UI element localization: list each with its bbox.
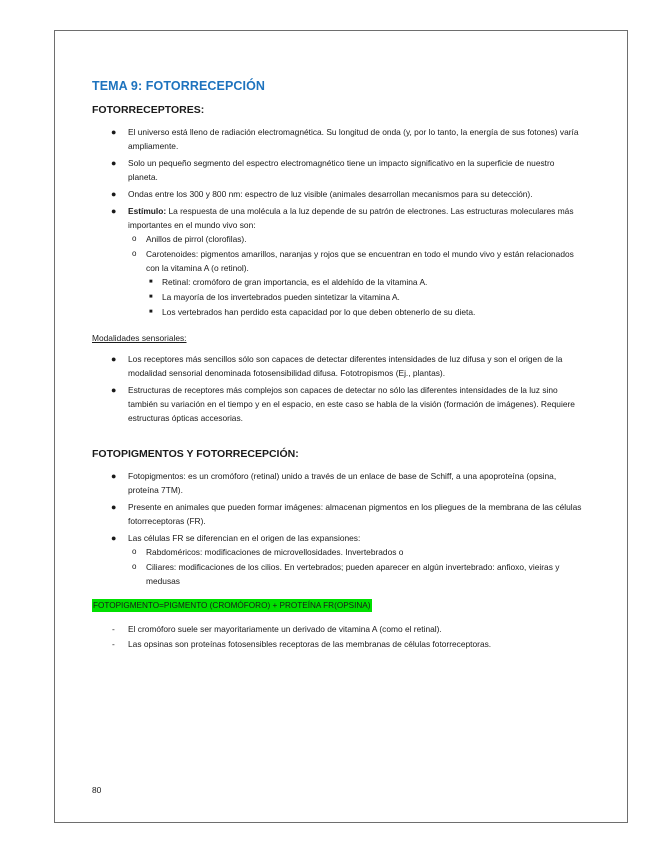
dash-list-item: - Las opsinas son proteínas fotosensibles receptoras de las membranas de células fotorreceptoras. — [112, 639, 492, 649]
dash-list-item: - El cromóforo suele ser mayoritariamente un derivado de vitamina A (como el retinal). — [112, 624, 442, 634]
list-item: ● Solo un pequeño segmento del espectro electromagnético tiene un impacto significativo en la superficie de nuestro planeta. — [111, 158, 555, 182]
section-heading-fotorreceptores: FOTORRECEPTORES: — [92, 104, 205, 116]
bullet-icon: ● — [111, 502, 117, 512]
bullet-icon: ● — [111, 206, 117, 216]
bullet-list — [92, 469, 582, 588]
circle-bullet-icon: o — [132, 562, 137, 571]
bullet-icon: ● — [111, 471, 117, 481]
bullet-icon: ● — [111, 127, 117, 137]
list-item: ● Fotopigmentos: es un cromóforo (retinal) unido a través de un enlace de base de Schiff, a una apoproteína (opsina, proteína 7TM). — [111, 471, 557, 495]
bullet-icon: ● — [111, 158, 117, 168]
sub-list-item: o Anillos de pirrol (clorofilas). — [132, 234, 247, 244]
list-item: ● Presente en animales que pueden formar imágenes: almacenan pigmentos en los pliegues de la membrana de las células fotorreceptoras (FR). — [111, 502, 582, 526]
bullet-list — [92, 352, 582, 425]
dash-list — [92, 622, 582, 651]
section-heading-fotopigmentos: FOTOPIGMENTOS Y FOTORRECEPCIÓN: — [92, 448, 299, 460]
stimulus-label: Estímulo: — [128, 206, 167, 216]
highlighted-formula: FOTOPIGMENTO=PIGMENTO (CROMÓFORO) + PROTEÍNA FR(OPSINA) — [93, 601, 371, 610]
list-item: ● Estructuras de receptores más complejos son capaces de detectar no sólo las diferentes intensidades de la luz sino también su variación en el tiempo y en el espacio, en este caso se habla de la visión (formación de imágenes). Requiere estructuras ópticas accesorias. — [111, 385, 575, 423]
list-item: ● Estímulo: La respuesta de una molécula a la luz depende de su patrón de electrones. Las estructuras moleculares más importantes en el mundo vivo son: o Anillos de pirrol (clorofilas). o Carotenoides: pigmentos amarillos, naranjas y rojos que se encuentran en todo el mundo vivo y están relacionados con la vitamina A (o retinol). ■ Retinal: cromóforo de gran importancia, es el aldehído de la vitamina A. ■ La mayoría de los invertebrados pueden sintetizar la vitamina A. ■ Los vertebrados han perdido esta capacidad por lo que deben obtenerlo de su dieta. — [92, 204, 582, 319]
list-item: ● Las células FR se diferencian en el origen de las expansiones: o Rabdoméricos: modificaciones de microvellosidades. Invertebrados o o Ciliares: modificaciones de los cilios. En vertebrados; pueden aparecer en algún invertebrado: anfioxo, vieiras y medusas — [92, 531, 582, 588]
sub-sub-list-item: ■ Los vertebrados han perdido esta capacidad por lo que deben obtenerlo de su dieta. — [149, 307, 476, 317]
circle-bullet-icon: o — [132, 234, 137, 243]
sub-list-item: o Carotenoides: pigmentos amarillos, naranjas y rojos que se encuentran en todo el mundo vivo y están relacionados con la vitamina A (o retinol). ■ Retinal: cromóforo de gran importancia, es el aldehído de la vitamina A. ■ La mayoría de los invertebrados pueden sintetizar la vitamina A. ■ Los vertebrados han perdido esta capacidad por lo que deben obtenerlo de su dieta. — [128, 247, 582, 319]
sub-sub-list-item: ■ Retinal: cromóforo de gran importancia, es el aldehído de la vitamina A. — [149, 277, 428, 287]
sub-sub-list-item: ■ La mayoría de los invertebrados pueden sintetizar la vitamina A. — [149, 292, 400, 302]
square-bullet-icon: ■ — [149, 309, 153, 315]
dash-icon: - — [112, 624, 115, 634]
sub-list-item: o Rabdoméricos: modificaciones de microvellosidades. Invertebrados o — [132, 547, 404, 557]
page-number: 80 — [92, 785, 102, 795]
bullet-icon: ● — [111, 533, 117, 543]
bullet-icon: ● — [111, 354, 117, 364]
circle-bullet-icon: o — [132, 249, 137, 258]
square-bullet-icon: ■ — [149, 294, 153, 300]
page-title: TEMA 9: FOTORRECEPCIÓN — [92, 79, 266, 93]
sub-list — [128, 232, 582, 319]
bullet-icon: ● — [111, 189, 117, 199]
square-bullet-icon: ■ — [149, 279, 153, 285]
document-page — [54, 30, 628, 823]
sub-sub-list — [146, 275, 582, 319]
sub-list — [128, 545, 582, 588]
list-item: ● Ondas entre los 300 y 800 nm: espectro de luz visible (animales desarrollan mecanismos para su detección). — [111, 189, 533, 199]
bullet-icon: ● — [111, 385, 117, 395]
subsection-heading-modalidades: Modalidades sensoriales: — [92, 333, 187, 343]
dash-icon: - — [112, 639, 115, 649]
bullet-list — [92, 125, 582, 319]
circle-bullet-icon: o — [132, 547, 137, 556]
list-item: ● El universo está lleno de radiación electromagnética. Su longitud de onda (y, por lo tanto, la energía de sus fotones) varía ampliamente. — [111, 127, 579, 151]
page-content — [92, 79, 582, 652]
list-item: ● Los receptores más sencillos sólo son capaces de detectar diferentes intensidades de luz difusa y son el origen de la modalidad sensorial denominada fotosensibilidad difusa. Fototropismos (Ej., plantas). — [111, 354, 563, 378]
sub-list-item: o Ciliares: modificaciones de los cilios. En vertebrados; pueden aparecer en algún invertebrado: anfioxo, vieiras y medusas — [132, 562, 560, 586]
